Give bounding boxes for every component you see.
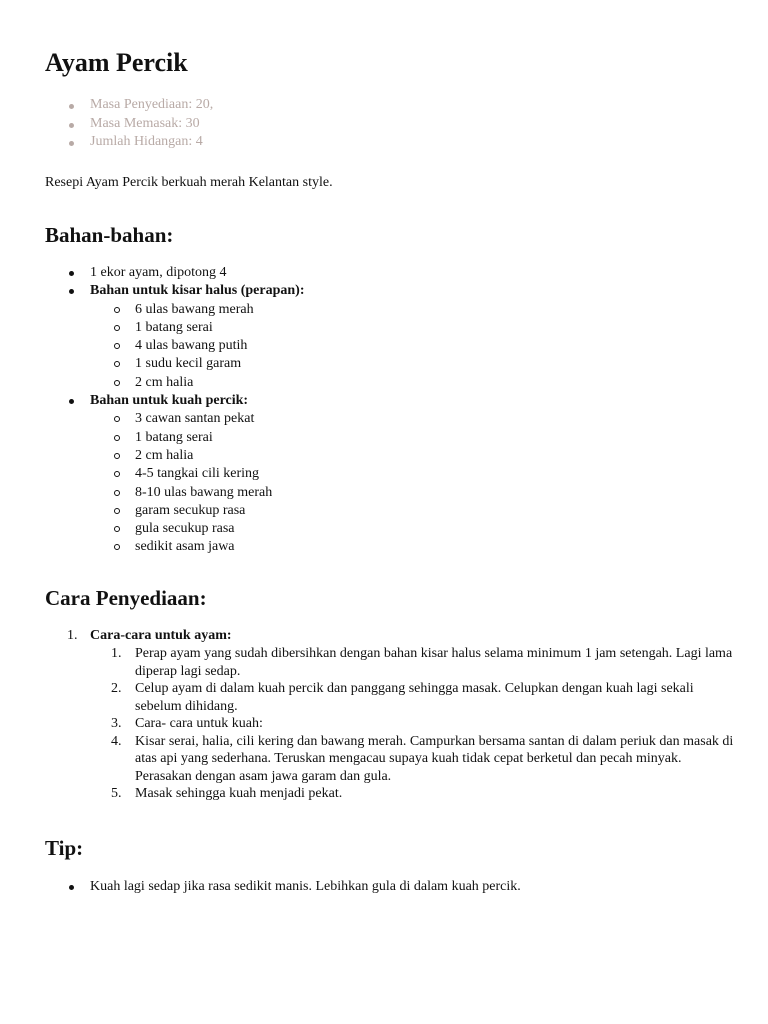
tip-section [45,878,735,896]
list-item [90,715,735,733]
list-item: 2 cm halia [90,447,735,465]
step-text: Masak sehingga kuah menjadi pekat. [135,786,343,802]
method-group-title: Cara-cara untuk ayam: [90,628,232,643]
list-item [45,282,735,392]
list-item: 4-5 tangkai cili kering [90,465,735,483]
list-item [45,264,735,282]
tip-heading: Tip: [45,836,84,860]
ingredient-chicken: 1 ekor ayam, dipotong 4 [90,265,227,280]
list-item: Kuah lagi sedap jika rasa sedikit manis. Lebihkan gula di dalam kuah percik. [45,878,735,896]
step-number: 2. [111,681,122,697]
list-item: 4 ulas bawang putih [90,337,735,355]
list-item [45,392,735,557]
ingredients-list [45,264,735,557]
recipe-intro: Resepi Ayam Percik berkuah merah Kelantan style. [45,175,333,190]
ingredient-sublist [90,410,735,556]
step-text: Kisar serai, halia, cili kering dan bawang merah. Campurkan bersama santan di dalam periuk dan masak di atas api yang sederhana. Teruskan mengacau supaya kuah tidak cepat berketul dan pecah minyak. Perasakan dengan asam jawa garam dan gula. [135,733,734,784]
method-steps [90,645,735,803]
step-number: 1. [67,628,78,643]
list-item [45,627,735,803]
list-item: garam secukup rasa [90,502,735,520]
list-item: 3 cawan santan pekat [90,410,735,428]
method-list [45,627,735,803]
step-number: 3. [111,716,122,732]
ingredient-sublist [90,301,735,392]
recipe-meta-list [45,96,213,152]
meta-servings: Jumlah Hidangan: 4 [45,133,213,152]
list-item: 1 sudu kecil garam [90,355,735,373]
method-section [45,627,735,803]
list-item: sedikit asam jawa [90,538,735,556]
ingredient-group-title: Bahan untuk kisar halus (perapan): [90,283,305,299]
page-title: Ayam Percik [45,48,188,77]
ingredients-section [45,264,735,557]
ingredient-group-title: Bahan untuk kuah percik: [90,393,249,409]
meta-cook-time: Masa Memasak: 30 [45,115,213,134]
list-item: 2 cm halia [90,374,735,392]
list-item: 8-10 ulas bawang merah [90,484,735,502]
list-item: gula secukup rasa [90,520,735,538]
step-text: Celup ayam di dalam kuah percik dan panggang sehingga masak. Celupkan dengan kuah lagi sekali sebelum dihidang. [135,681,694,714]
method-heading: Cara Penyediaan: [45,586,207,610]
list-item: 1 batang serai [90,319,735,337]
step-number: 1. [111,646,122,662]
list-item [90,645,735,680]
ingredients-heading: Bahan-bahan: [45,223,174,247]
tip-list [45,878,735,896]
meta-prep-time: Masa Penyediaan: 20, [45,96,213,115]
step-text: Cara- cara untuk kuah: [135,716,263,732]
list-item [90,733,735,786]
list-item [90,680,735,715]
list-item [90,785,735,803]
step-text: Perap ayam yang sudah dibersihkan dengan bahan kisar halus selama minimum 1 jam setengah. Lagi lama diperap lagi sedap. [135,646,733,679]
step-number: 5. [111,786,122,802]
list-item: 6 ulas bawang merah [90,301,735,319]
list-item: 1 batang serai [90,429,735,447]
step-number: 4. [111,733,122,749]
